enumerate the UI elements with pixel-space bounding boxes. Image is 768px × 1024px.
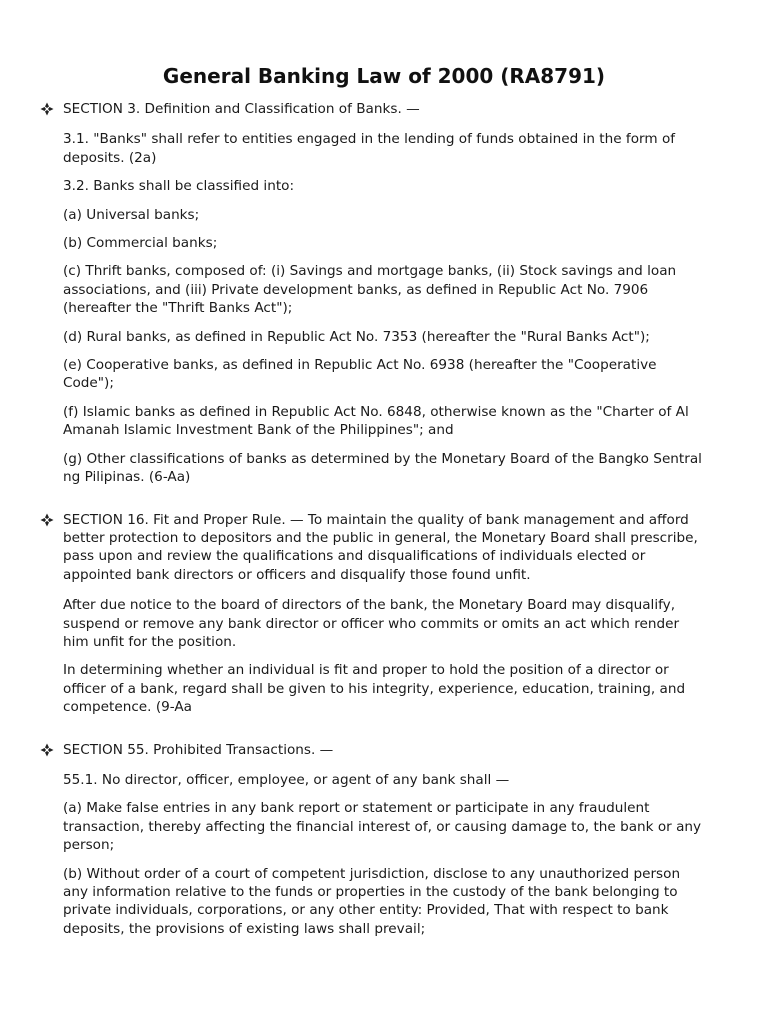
section-paragraph: 3.1. "Banks" shall refer to entities engaged in the lending of funds obtained in the form of deposits. (2a)	[63, 131, 676, 166]
diamond-bullet-icon	[40, 101, 54, 117]
section-paragraph: (f) Islamic banks as defined in Republic Act No. 6848, otherwise known as the "Charter of Al Amanah Islamic Investment Bank of the Philippines"; and	[63, 403, 689, 439]
section-3	[40, 100, 708, 487]
section-paragraph: (b) Without order of a court of competent jurisdiction, disclose to any unauthorized person any information relative to the funds or properties in the custody of the bank belonging to private individuals, corporations, or any other entity: Provided, That with respect to bank deposits, the provisions of existing laws shall prevail;	[63, 865, 681, 937]
diamond-bullet-icon	[40, 742, 54, 758]
section-55	[40, 741, 708, 939]
section-heading: SECTION 3. Definition and Classification of Banks. —	[63, 101, 420, 117]
section-16	[40, 511, 708, 717]
section-heading: SECTION 55. Prohibited Transactions. —	[63, 741, 334, 758]
section-paragraph: (d) Rural banks, as defined in Republic Act No. 7353 (hereafter the "Rural Banks Act");	[63, 328, 650, 345]
section-paragraph: 55.1. No director, officer, employee, or agent of any bank shall —	[63, 771, 510, 788]
section-paragraph: (c) Thrift banks, composed of: (i) Savings and mortgage banks, (ii) Stock savings and loan associations, and (iii) Private development banks, as defined in Republic Act No. 7906 (hereafter the "Thrift Banks Act");	[63, 263, 677, 317]
section-paragraph: In determining whether an individual is fit and proper to hold the position of a director or officer of a bank, regard shall be given to his integrity, experience, education, training, and competence. (9-Aa	[63, 662, 686, 716]
section-heading: SECTION 16. Fit and Proper Rule. — To maintain the quality of bank management and afford better protection to depositors and the public in general, the Monetary Board shall prescribe, pass upon and review the qualifications and disqualifications of individuals elected or appointed bank directors or officers and disqualify those found unfit.	[63, 511, 698, 583]
section-paragraph: 3.2. Banks shall be classified into:	[63, 178, 295, 195]
document-title: General Banking Law of 2000 (RA8791)	[162, 64, 606, 88]
diamond-bullet-icon	[40, 512, 54, 528]
section-paragraph: (g) Other classifications of banks as determined by the Monetary Board of the Bangko Sentral ng Pilipinas. (6-Aa)	[63, 450, 702, 486]
section-paragraph: (a) Universal banks;	[63, 206, 200, 223]
section-paragraph: (a) Make false entries in any bank report or statement or participate in any fraudulent transaction, thereby affecting the financial interest of, or causing damage to, the bank or any person;	[63, 800, 702, 854]
section-paragraph: (b) Commercial banks;	[63, 235, 218, 252]
section-paragraph: After due notice to the board of directors of the bank, the Monetary Board may disqualify, suspend or remove any bank director or officer who commits or omits an act which render him unfit for the position.	[63, 597, 680, 650]
section-paragraph: (e) Cooperative banks, as defined in Republic Act No. 6938 (hereafter the "Cooperative Code");	[63, 357, 657, 392]
